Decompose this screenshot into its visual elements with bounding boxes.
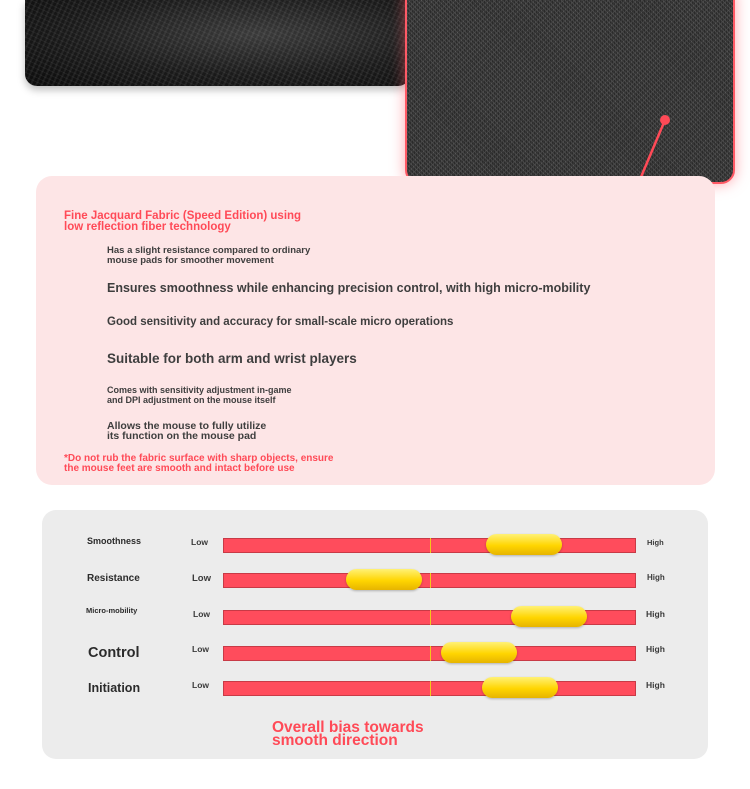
bar-midpoint — [430, 646, 431, 661]
rating-label-initiation: Initiation — [88, 681, 141, 695]
high-label: High — [646, 644, 665, 654]
rating-bar-micro-mobility — [223, 610, 636, 625]
rating-slider — [346, 569, 422, 590]
bar-midpoint — [430, 538, 431, 553]
high-label: High — [646, 680, 665, 690]
low-label: Low — [192, 573, 211, 584]
rating-slider — [486, 534, 562, 555]
feature-item: Comes with sensitivity adjustment in-game and DPI adjustment on the mouse itself — [107, 385, 292, 405]
feature-title: Fine Jacquard Fabric (Speed Edition) using low reflection fiber technology — [64, 210, 302, 233]
low-label: Low — [193, 609, 210, 619]
feature-item: Good sensitivity and accuracy for small-scale micro operations — [107, 316, 454, 328]
bar-midpoint — [430, 573, 431, 588]
bar-midpoint — [430, 610, 431, 625]
feature-item: Suitable for both arm and wrist players — [107, 351, 357, 366]
overall-conclusion: Overall bias towards smooth direction — [272, 719, 424, 749]
fabric-edge-photo — [25, 0, 410, 86]
high-label: High — [646, 609, 665, 619]
feature-item: Has a slight resistance compared to ordinary mouse pads for smoother movement — [107, 245, 311, 266]
low-label: Low — [192, 680, 209, 690]
rating-bar-smoothness — [223, 538, 636, 553]
high-label: High — [647, 573, 665, 582]
low-label: Low — [191, 537, 208, 547]
rating-label-resistance: Resistance — [87, 573, 140, 584]
care-warning: *Do not rub the fabric surface with sharp objects, ensure the mouse feet are smooth and intact before use — [64, 453, 334, 474]
fabric-texture-zoom — [405, 0, 735, 184]
rating-slider — [482, 677, 558, 698]
feature-item: Ensures smoothness while enhancing precision control, with high micro-mobility — [107, 281, 591, 295]
rating-label-micro-mobility: Micro-mobility — [86, 606, 138, 615]
rating-bar-control — [223, 646, 636, 661]
rating-slider — [441, 642, 517, 663]
feature-item: Allows the mouse to fully utilize its function on the mouse pad — [107, 420, 267, 442]
rating-label-smoothness: Smoothness — [87, 536, 142, 546]
high-label: High — [647, 538, 664, 547]
rating-slider — [511, 606, 587, 627]
rating-label-control: Control — [88, 645, 140, 661]
rating-bar-initiation — [223, 681, 636, 696]
low-label: Low — [192, 644, 209, 654]
bar-midpoint — [430, 681, 431, 696]
rating-bar-resistance — [223, 573, 636, 588]
